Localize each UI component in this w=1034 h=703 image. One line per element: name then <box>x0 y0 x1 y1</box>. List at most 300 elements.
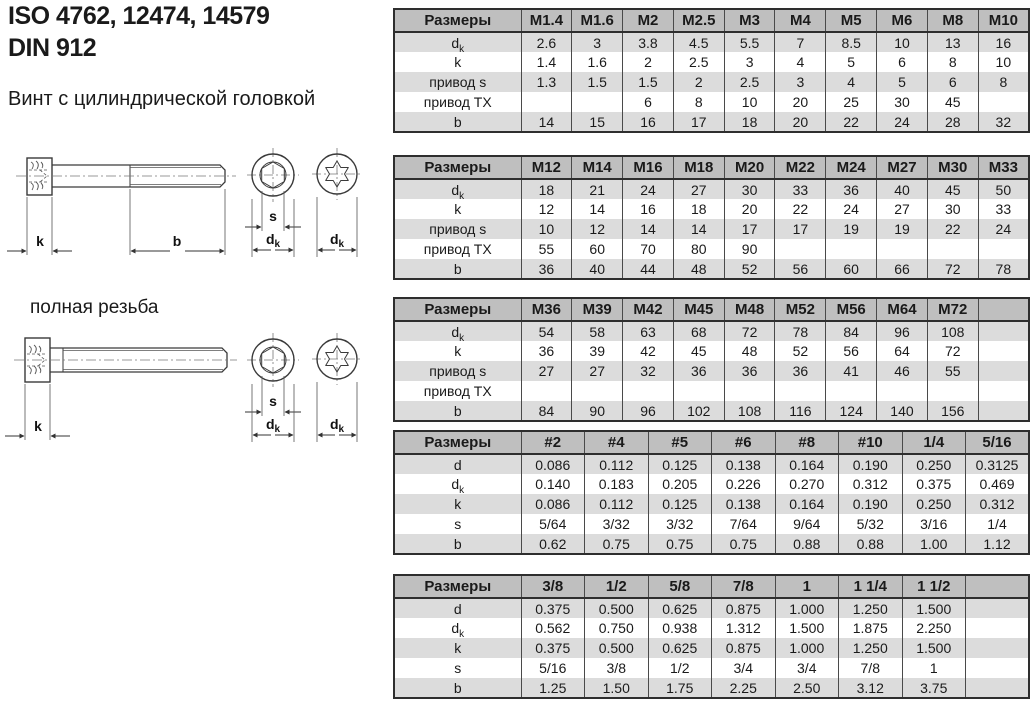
standard-title-din: DIN 912 <box>8 34 97 62</box>
value-cell: 55 <box>927 361 978 381</box>
value-cell <box>521 92 572 112</box>
value-cell: 5.5 <box>724 32 775 52</box>
row-label: привод TX <box>423 383 492 399</box>
value-cell: 5/16 <box>521 658 585 678</box>
dimensions-table-3 <box>393 297 1030 422</box>
value-cell: 45 <box>673 341 724 361</box>
table-row <box>394 72 1029 92</box>
value-cell <box>927 239 978 259</box>
dimension-b <box>130 189 225 255</box>
value-cell: 19 <box>826 219 877 239</box>
value-cell: 1.500 <box>775 618 839 638</box>
value-cell: 1.3 <box>521 72 572 92</box>
value-cell: 0.75 <box>712 534 776 554</box>
value-cell: 60 <box>826 259 877 279</box>
end-view-hex-socket <box>245 148 301 257</box>
value-cell: 52 <box>724 259 775 279</box>
side-view-partial-thread <box>16 158 236 195</box>
value-cell <box>775 239 826 259</box>
value-cell: 63 <box>623 321 674 341</box>
value-cell: 4.5 <box>673 32 724 52</box>
value-cell <box>966 658 1030 678</box>
value-cell: 24 <box>826 199 877 219</box>
value-cell: 22 <box>775 199 826 219</box>
value-cell: 27 <box>673 179 724 199</box>
value-cell: 12 <box>572 219 623 239</box>
value-cell: 8 <box>927 52 978 72</box>
value-cell <box>673 381 724 401</box>
size-column-header: M1.6 <box>572 9 623 32</box>
value-cell: 0.138 <box>712 454 776 474</box>
value-cell: 0.140 <box>521 474 585 494</box>
value-cell: 18 <box>724 112 775 132</box>
table-row <box>394 678 1029 698</box>
value-cell: 0.086 <box>521 454 585 474</box>
value-cell: 0.75 <box>585 534 649 554</box>
size-column-header: M52 <box>775 298 826 321</box>
dimension-label-dk: $d_k$ <box>265 416 281 435</box>
value-cell: 90 <box>572 401 623 421</box>
value-cell: 0.375 <box>521 598 585 618</box>
value-cell: 3 <box>775 72 826 92</box>
table-row <box>394 401 1029 421</box>
value-cell: 30 <box>927 199 978 219</box>
full-thread-label: полная резьба <box>30 297 159 318</box>
row-label: $d_k$ <box>394 179 521 199</box>
value-cell: 0.500 <box>585 598 649 618</box>
value-cell: 52 <box>775 341 826 361</box>
value-cell: 24 <box>978 219 1029 239</box>
value-cell <box>978 381 1029 401</box>
row-label: b <box>394 678 521 698</box>
row-label: k <box>394 494 521 514</box>
dimension-label-s: s <box>269 393 277 409</box>
value-cell: 0.375 <box>902 474 966 494</box>
value-cell: 18 <box>521 179 572 199</box>
value-cell: 0.75 <box>648 534 712 554</box>
value-cell: 0.625 <box>648 638 712 658</box>
value-cell: 3/32 <box>648 514 712 534</box>
value-cell <box>724 381 775 401</box>
table-header-row <box>394 575 1029 598</box>
value-cell: 55 <box>521 239 572 259</box>
value-cell: 0.125 <box>648 494 712 514</box>
value-cell: 78 <box>978 259 1029 279</box>
size-column-header: M18 <box>673 156 724 179</box>
dimensions-table-1 <box>393 8 1030 133</box>
value-cell: 3.12 <box>839 678 903 698</box>
size-column-header: M56 <box>826 298 877 321</box>
value-cell: 1.250 <box>839 638 903 658</box>
value-cell: 0.086 <box>521 494 585 514</box>
end-view-hex-socket <box>245 333 301 442</box>
table-row <box>394 32 1029 52</box>
value-cell <box>978 401 1029 421</box>
value-cell: 72 <box>927 341 978 361</box>
size-column-header: M45 <box>673 298 724 321</box>
table-header-row <box>394 298 1029 321</box>
value-cell: 32 <box>978 112 1029 132</box>
value-cell: 8.5 <box>826 32 877 52</box>
size-column-header: M30 <box>927 156 978 179</box>
value-cell: 5 <box>826 52 877 72</box>
dimension-label-dk: $d_k$ <box>329 416 345 435</box>
value-cell: 72 <box>724 321 775 341</box>
dimension-label-k: k <box>34 418 42 434</box>
value-cell: 6 <box>877 52 928 72</box>
size-column-header: 7/8 <box>712 575 776 598</box>
value-cell: 30 <box>877 92 928 112</box>
table-row <box>394 52 1029 72</box>
value-cell: 1 <box>902 658 966 678</box>
table-row <box>394 494 1029 514</box>
table-row <box>394 598 1029 618</box>
value-cell: 19 <box>877 219 928 239</box>
value-cell: 4 <box>826 72 877 92</box>
value-cell: 12 <box>521 199 572 219</box>
value-cell: 15 <box>572 112 623 132</box>
size-column-header: M8 <box>927 9 978 32</box>
size-column-header <box>978 298 1029 321</box>
value-cell: 6 <box>927 72 978 92</box>
table-row <box>394 239 1029 259</box>
value-cell: 7/8 <box>839 658 903 678</box>
value-cell: 2 <box>673 72 724 92</box>
size-column-header: M5 <box>826 9 877 32</box>
value-cell: 0.312 <box>839 474 903 494</box>
value-cell: 4 <box>775 52 826 72</box>
value-cell: 0.3125 <box>966 454 1030 474</box>
value-cell: 80 <box>673 239 724 259</box>
value-cell: 3 <box>572 32 623 52</box>
table-row <box>394 259 1029 279</box>
value-cell: 24 <box>877 112 928 132</box>
value-cell: 2.250 <box>902 618 966 638</box>
table-row <box>394 219 1029 239</box>
row-label: b <box>394 259 521 279</box>
value-cell: 41 <box>826 361 877 381</box>
size-column-header: M33 <box>978 156 1029 179</box>
value-cell <box>775 381 826 401</box>
value-cell: 21 <box>572 179 623 199</box>
value-cell: 0.183 <box>585 474 649 494</box>
size-column-header: #8 <box>775 431 839 454</box>
value-cell: 1.00 <box>902 534 966 554</box>
value-cell <box>877 381 928 401</box>
dimensions-table-5 <box>393 574 1030 699</box>
value-cell: 14 <box>572 199 623 219</box>
size-column-header: M20 <box>724 156 775 179</box>
dimensions-table-2 <box>393 155 1030 280</box>
value-cell: 32 <box>623 361 674 381</box>
size-column-header: M48 <box>724 298 775 321</box>
value-cell: 1.6 <box>572 52 623 72</box>
value-cell: 116 <box>775 401 826 421</box>
row-label: b <box>394 534 521 554</box>
value-cell: 1.000 <box>775 598 839 618</box>
value-cell: 45 <box>927 92 978 112</box>
value-cell: 1.250 <box>839 598 903 618</box>
value-cell <box>978 321 1029 341</box>
size-column-header: M12 <box>521 156 572 179</box>
value-cell: 1.5 <box>623 72 674 92</box>
value-cell: 36 <box>724 361 775 381</box>
standard-title-iso: ISO 4762, 12474, 14579 <box>8 2 270 30</box>
value-cell: 36 <box>521 341 572 361</box>
value-cell: 1.4 <box>521 52 572 72</box>
value-cell: 0.205 <box>648 474 712 494</box>
value-cell: 24 <box>623 179 674 199</box>
value-cell: 0.375 <box>521 638 585 658</box>
value-cell: 10 <box>978 52 1029 72</box>
value-cell: 50 <box>978 179 1029 199</box>
value-cell <box>572 92 623 112</box>
value-cell: 78 <box>775 321 826 341</box>
size-column-header: M24 <box>826 156 877 179</box>
value-cell: 0.190 <box>839 454 903 474</box>
row-label: $d_k$ <box>451 476 465 494</box>
value-cell: 0.875 <box>712 598 776 618</box>
table-row <box>394 92 1029 112</box>
row-label: привод TX <box>423 241 492 257</box>
value-cell: 1.5 <box>572 72 623 92</box>
row-label: k <box>454 343 462 359</box>
value-cell: 45 <box>927 179 978 199</box>
value-cell: 22 <box>927 219 978 239</box>
value-cell: 27 <box>877 199 928 219</box>
value-cell: 1.500 <box>902 638 966 658</box>
value-cell: 22 <box>826 112 877 132</box>
value-cell: 36 <box>673 361 724 381</box>
row-label: k <box>454 201 462 217</box>
table-row <box>394 514 1029 534</box>
table-row <box>394 658 1029 678</box>
value-cell: 60 <box>572 239 623 259</box>
row-label: $d_k$ <box>394 321 521 341</box>
value-cell: 2.50 <box>775 678 839 698</box>
value-cell: 1.312 <box>712 618 776 638</box>
value-cell: 7 <box>775 32 826 52</box>
value-cell <box>978 92 1029 112</box>
value-cell: 17 <box>673 112 724 132</box>
row-label: привод s <box>394 72 521 92</box>
value-cell: 3/32 <box>585 514 649 534</box>
value-cell: 5/64 <box>521 514 585 534</box>
value-cell: 0.88 <box>775 534 839 554</box>
screw-drawing-partial-thread <box>0 147 390 265</box>
table-row <box>394 341 1029 361</box>
value-cell: 108 <box>724 401 775 421</box>
table-row <box>394 474 1029 494</box>
row-label: d <box>394 598 521 618</box>
table-row <box>394 381 1029 401</box>
value-cell: 1/4 <box>966 514 1030 534</box>
row-label: k <box>394 638 521 658</box>
table-corner-label: Размеры <box>394 9 521 32</box>
dimensions-table-4 <box>393 430 1030 555</box>
table-row <box>394 361 1029 381</box>
value-cell: 3.75 <box>902 678 966 698</box>
size-column-header: 1 1/4 <box>839 575 903 598</box>
value-cell: 0.226 <box>712 474 776 494</box>
value-cell: 10 <box>521 219 572 239</box>
row-label: привод s <box>394 361 521 381</box>
value-cell: 64 <box>877 341 928 361</box>
value-cell <box>826 239 877 259</box>
value-cell: 25 <box>826 92 877 112</box>
size-column-header: 5/16 <box>966 431 1030 454</box>
size-column-header: #5 <box>648 431 712 454</box>
row-label: s <box>454 660 462 676</box>
value-cell: 1.75 <box>648 678 712 698</box>
value-cell: 28 <box>927 112 978 132</box>
value-cell: 0.270 <box>775 474 839 494</box>
value-cell: 10 <box>724 92 775 112</box>
size-column-header: #6 <box>712 431 776 454</box>
size-column-header: M64 <box>877 298 928 321</box>
value-cell: 102 <box>673 401 724 421</box>
size-column-header: M22 <box>775 156 826 179</box>
value-cell <box>978 361 1029 381</box>
value-cell: 5 <box>877 72 928 92</box>
value-cell <box>623 381 674 401</box>
value-cell: 0.875 <box>712 638 776 658</box>
value-cell: 156 <box>927 401 978 421</box>
value-cell <box>966 598 1030 618</box>
size-column-header: M6 <box>877 9 928 32</box>
dimension-label-dk: $d_k$ <box>329 231 345 250</box>
value-cell: 96 <box>623 401 674 421</box>
value-cell: 2.6 <box>521 32 572 52</box>
value-cell: 48 <box>673 259 724 279</box>
dimension-k <box>5 384 70 440</box>
value-cell: 66 <box>877 259 928 279</box>
value-cell: 2.5 <box>724 72 775 92</box>
value-cell: 17 <box>775 219 826 239</box>
table-row <box>394 454 1029 474</box>
side-view-full-thread <box>14 338 237 382</box>
size-column-header: 1/2 <box>585 575 649 598</box>
product-subtitle: Винт с цилиндрической головкой <box>8 88 316 110</box>
size-column-header: M1.4 <box>521 9 572 32</box>
value-cell <box>978 239 1029 259</box>
value-cell: 1.25 <box>521 678 585 698</box>
value-cell: 0.312 <box>966 494 1030 514</box>
value-cell: 140 <box>877 401 928 421</box>
value-cell: 16 <box>623 112 674 132</box>
value-cell: 1/2 <box>648 658 712 678</box>
value-cell: 27 <box>572 361 623 381</box>
size-column-header: M27 <box>877 156 928 179</box>
value-cell: 27 <box>521 361 572 381</box>
table-row <box>394 321 1029 341</box>
size-column-header: 5/8 <box>648 575 712 598</box>
row-label: привод TX <box>423 94 492 110</box>
value-cell: 0.625 <box>648 598 712 618</box>
value-cell: 0.112 <box>585 494 649 514</box>
value-cell: 20 <box>775 92 826 112</box>
value-cell: 13 <box>927 32 978 52</box>
value-cell: 1.000 <box>775 638 839 658</box>
value-cell: 108 <box>927 321 978 341</box>
value-cell: 1.500 <box>902 598 966 618</box>
value-cell: 0.112 <box>585 454 649 474</box>
value-cell: 9/64 <box>775 514 839 534</box>
row-label: b <box>394 112 521 132</box>
value-cell: 46 <box>877 361 928 381</box>
value-cell: 0.500 <box>585 638 649 658</box>
value-cell <box>877 239 928 259</box>
value-cell: 39 <box>572 341 623 361</box>
value-cell <box>978 341 1029 361</box>
row-label: d <box>394 454 521 474</box>
value-cell: 0.164 <box>775 454 839 474</box>
value-cell: 33 <box>978 199 1029 219</box>
dimension-label-dk: $d_k$ <box>265 231 281 250</box>
value-cell <box>521 381 572 401</box>
size-column-header: M42 <box>623 298 674 321</box>
table-row <box>394 618 1029 638</box>
value-cell: 17 <box>724 219 775 239</box>
value-cell: 14 <box>623 219 674 239</box>
value-cell: 14 <box>673 219 724 239</box>
value-cell: 0.469 <box>966 474 1030 494</box>
value-cell: 48 <box>724 341 775 361</box>
value-cell: 6 <box>623 92 674 112</box>
size-column-header: 1/4 <box>902 431 966 454</box>
value-cell: 96 <box>877 321 928 341</box>
value-cell: 0.938 <box>648 618 712 638</box>
size-column-header: M72 <box>927 298 978 321</box>
size-column-header: M10 <box>978 9 1029 32</box>
size-column-header: M39 <box>572 298 623 321</box>
table-header-row <box>394 431 1029 454</box>
size-column-header: 1 <box>775 575 839 598</box>
dimension-label-s: s <box>269 208 277 224</box>
value-cell: 5/32 <box>839 514 903 534</box>
size-column-header: #4 <box>585 431 649 454</box>
table-row <box>394 534 1029 554</box>
table-corner-label: Размеры <box>394 298 521 321</box>
value-cell: 44 <box>623 259 674 279</box>
size-column-header: M14 <box>572 156 623 179</box>
size-column-header: 3/8 <box>521 575 585 598</box>
value-cell: 2.5 <box>673 52 724 72</box>
size-column-header: M3 <box>724 9 775 32</box>
size-column-header: #2 <box>521 431 585 454</box>
value-cell: 3/4 <box>712 658 776 678</box>
value-cell <box>966 678 1030 698</box>
screw-drawing-full-thread <box>0 333 390 448</box>
value-cell: 0.88 <box>839 534 903 554</box>
end-view-torx-socket <box>312 148 362 257</box>
value-cell: 0.138 <box>712 494 776 514</box>
table-corner-label: Размеры <box>394 156 521 179</box>
value-cell: 3/16 <box>902 514 966 534</box>
value-cell: 0.250 <box>902 454 966 474</box>
row-label: $d_k$ <box>451 620 465 638</box>
value-cell: 1.12 <box>966 534 1030 554</box>
row-label: b <box>394 401 521 421</box>
value-cell: 0.164 <box>775 494 839 514</box>
value-cell: 0.62 <box>521 534 585 554</box>
value-cell: 56 <box>826 341 877 361</box>
size-column-header: #10 <box>839 431 903 454</box>
value-cell: 20 <box>775 112 826 132</box>
value-cell: 40 <box>572 259 623 279</box>
value-cell: 14 <box>521 112 572 132</box>
value-cell: 2 <box>623 52 674 72</box>
